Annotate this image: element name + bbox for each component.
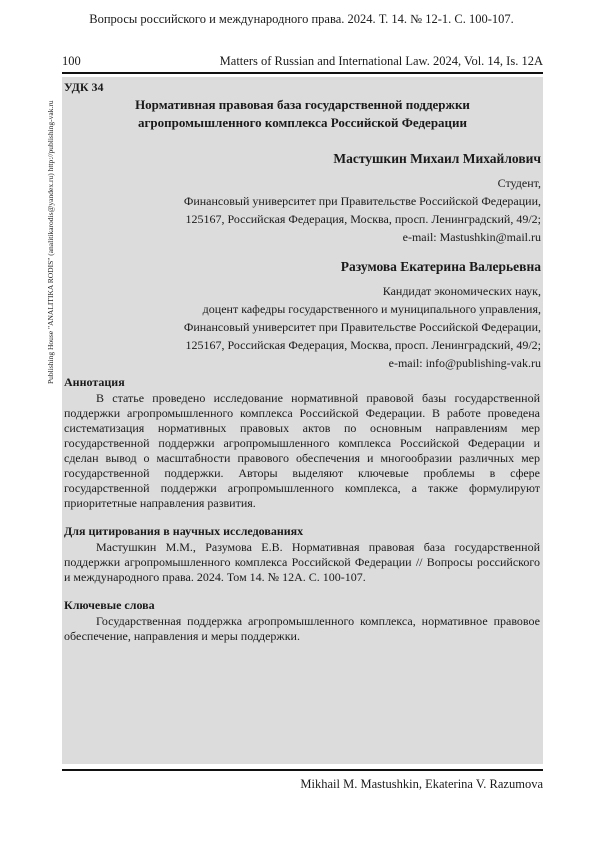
publisher-side-note: Publishing House "ANALITIKA RODIS" (analitikarodis@yandex.ru) http://publishing-vak.ru bbox=[46, 100, 55, 384]
author-block bbox=[184, 258, 541, 372]
author-detail: 125167, Российская Федерация, Москва, просп. Ленинградский, 49/2; bbox=[185, 338, 541, 352]
author-name: Мастушкин Михаил Михайлович bbox=[333, 151, 541, 166]
journal-header: Вопросы российского и международного права. 2024. Т. 14. № 12-1. С. 100-107. bbox=[89, 12, 514, 26]
author-detail: Финансовый университет при Правительстве Российской Федерации, bbox=[183, 194, 541, 208]
author-block bbox=[184, 150, 541, 246]
author-detail: Кандидат экономических наук, bbox=[382, 284, 541, 298]
article-front-matter bbox=[62, 77, 543, 764]
article-title bbox=[62, 96, 543, 132]
footer-divider bbox=[62, 769, 543, 771]
author-name: Разумова Екатерина Валерьевна bbox=[340, 259, 541, 274]
citation-heading: Для цитирования в научных исследованиях bbox=[64, 524, 304, 538]
author-detail: 125167, Российская Федерация, Москва, просп. Ленинградский, 49/2; bbox=[185, 212, 541, 226]
author-email: e-mail: Mastushkin@mail.ru bbox=[402, 230, 541, 244]
keywords-heading: Ключевые слова bbox=[64, 598, 155, 612]
footer-authors: Mikhail M. Mastushkin, Ekaterina V. Razumova bbox=[300, 777, 543, 791]
abstract-text: В статье проведено исследование нормативной правовой базы государственной поддержки агропромышленного комплекса Российской Федерации. В работе проведена систематизация нормативных правовых актов по основным направлениям мер государственной поддержки агропромышленного комплекса Российской Федерации и сделан вывод о масштабности правового обеспечения и многообразии различных мер государственной поддержки. Авторы выделяют ключевые проблемы в сфере государственной поддержки агропромышленного комплекса, а также формулируют приоритетные направления развития. bbox=[64, 391, 540, 510]
running-head bbox=[62, 54, 543, 69]
journal-title-en: Matters of Russian and International Law. 2024, Vol. 14, Is. 12A bbox=[219, 54, 543, 68]
header-divider bbox=[62, 72, 543, 74]
citation-text: Мастушкин М.М., Разумова Е.В. Нормативная правовая база государственной поддержки агропромышленного комплекса Российской Федерации // Вопросы российского и международного права. 2024. Том 14. № 12А. С. 100-107. bbox=[64, 540, 540, 584]
page-number: 100 bbox=[62, 54, 81, 68]
author-email: e-mail: info@publishing-vak.ru bbox=[388, 356, 541, 370]
title-line: агропромышленного комплекса Российской Федерации bbox=[137, 115, 468, 130]
title-line: Нормативная правовая база государственной поддержки bbox=[135, 97, 470, 112]
udk-code: УДК 34 bbox=[64, 80, 104, 94]
author-detail: Финансовый университет при Правительстве Российской Федерации, bbox=[183, 320, 541, 334]
author-detail: доцент кафедры государственного и муниципального управления, bbox=[202, 302, 541, 316]
author-detail: Студент, bbox=[497, 176, 541, 190]
abstract-heading: Аннотация bbox=[64, 375, 125, 389]
keywords-text: Государственная поддержка агропромышленного комплекса, нормативное правовое обеспечение, направления и меры поддержки. bbox=[64, 614, 540, 643]
